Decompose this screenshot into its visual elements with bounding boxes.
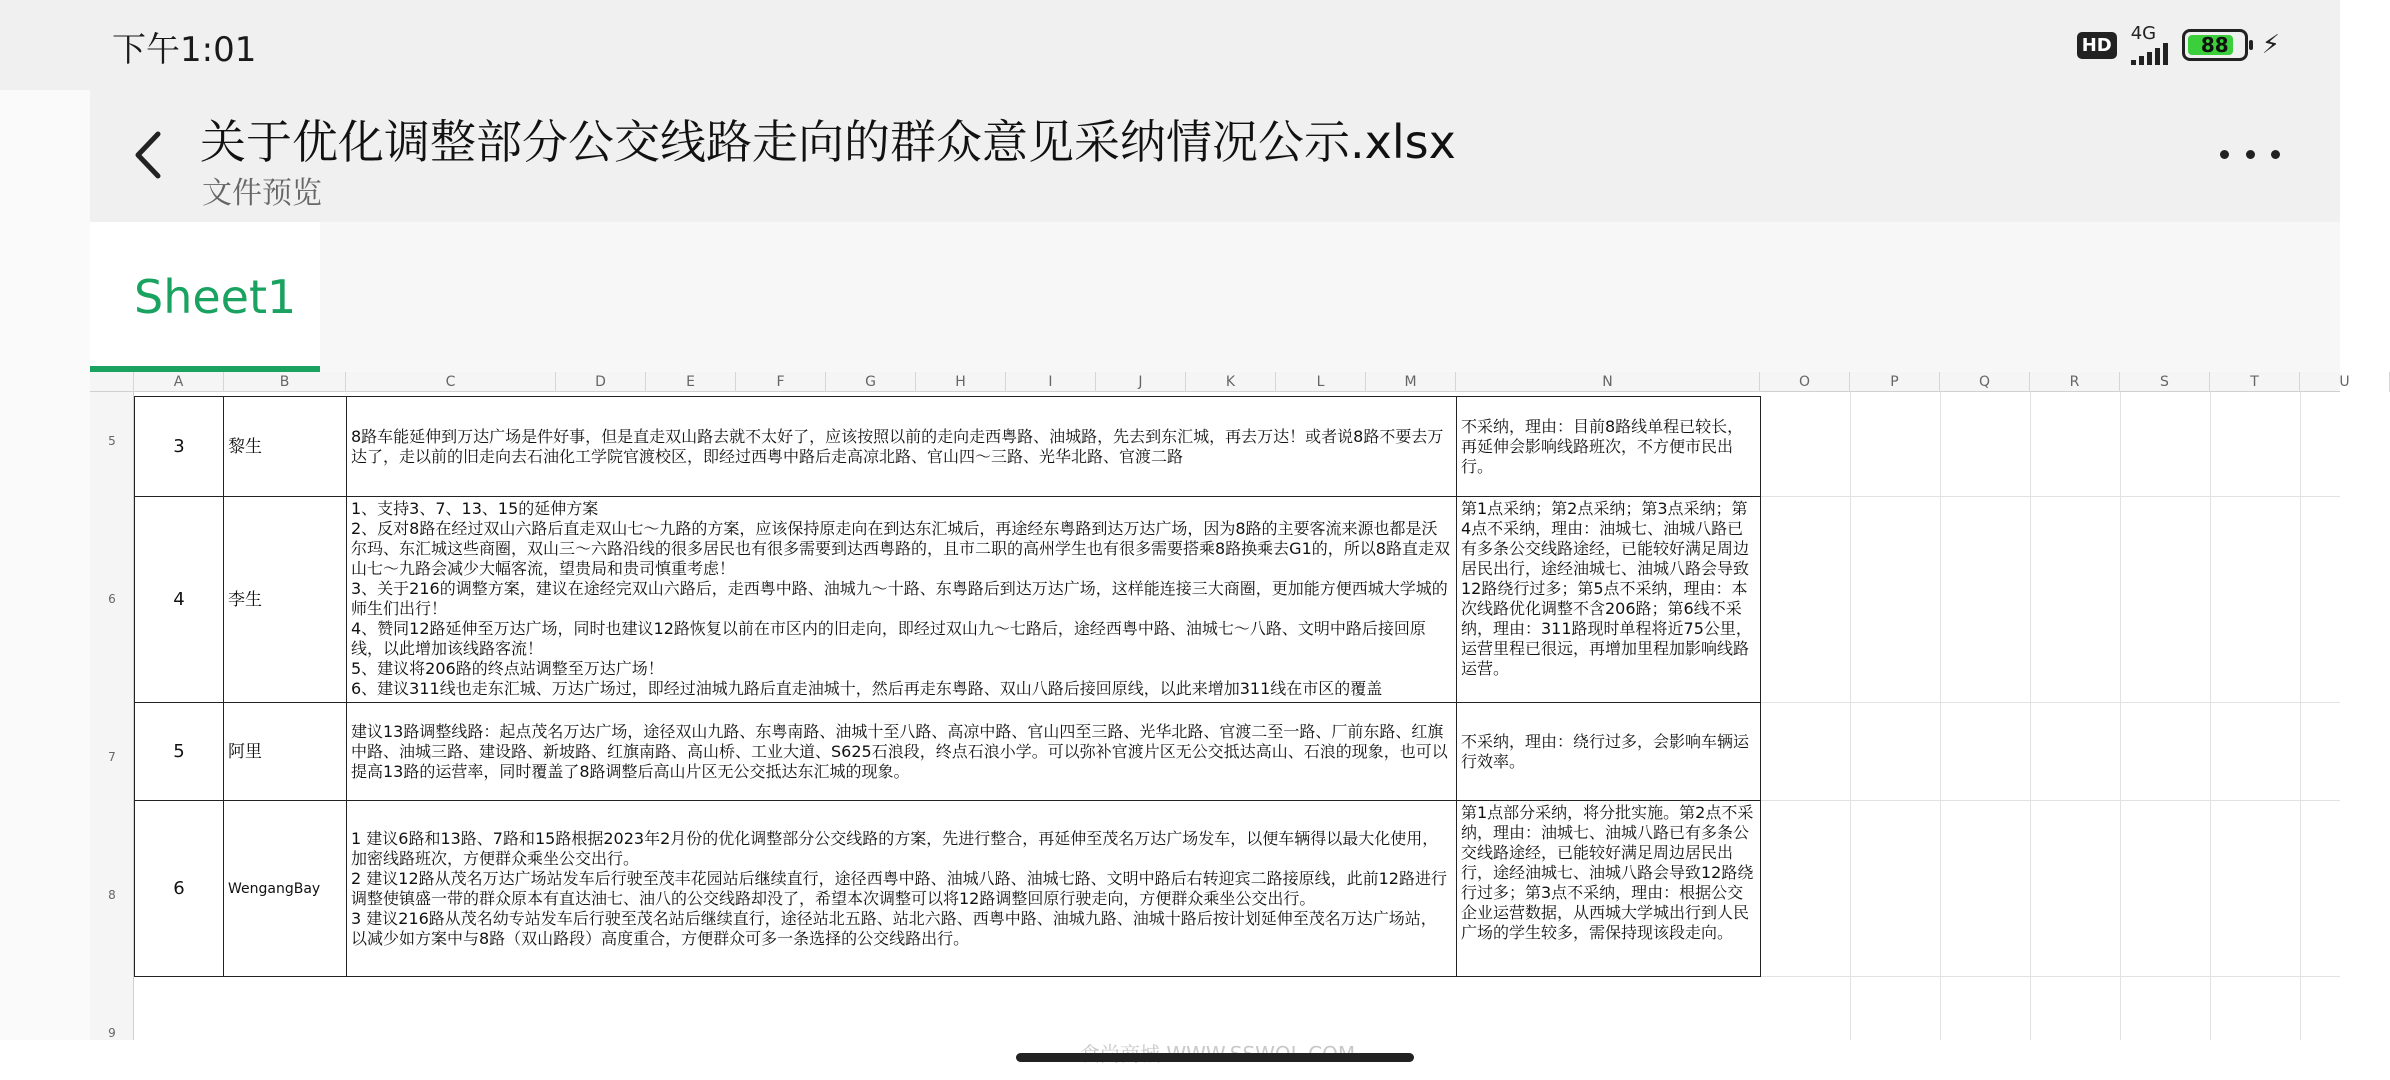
column-header[interactable]: E — [646, 372, 736, 392]
gridline — [2030, 392, 2031, 1040]
row-header[interactable]: 9 — [108, 1026, 116, 1040]
signal-bars-icon — [2131, 43, 2168, 65]
table-cell-response[interactable]: 不采纳，理由：目前8路线单程已较长，再延伸会影响线路班次，不方便市民出行。 — [1456, 396, 1761, 497]
cellular-signal-icon — [2131, 25, 2168, 65]
table-cell-name[interactable]: 黎生 — [223, 396, 347, 497]
column-header[interactable]: U — [2300, 372, 2390, 392]
table-cell-response[interactable]: 第1点采纳；第2点采纳；第3点采纳；第4点不采纳，理由：油城七、油城八路已有多条公交线路途经，已能较好满足周边居民出行，途经油城七、油城八路会导致12路绕行过多；第5点不采纳，理由：本次线路优化调整不含206路；第6线不采纳，理由：311路现时单程将近75公里，运营里程已很远，再增加里程加影响线路运营。 — [1456, 496, 1761, 703]
table-cell-index[interactable]: 5 — [134, 702, 224, 801]
title-bar — [90, 90, 2340, 222]
back-button[interactable] — [120, 120, 180, 190]
table-cell-index[interactable]: 6 — [134, 800, 224, 977]
more-icon-dot — [2246, 150, 2255, 159]
table-cell-name[interactable]: WengangBay — [223, 800, 347, 977]
column-header[interactable]: I — [1006, 372, 1096, 392]
table-cell-opinion[interactable]: 8路车能延伸到万达广场是件好事，但是直走双山路去就不太好了，应该按照以前的走向走西粤路、油城路，先去到东汇城，再去万达！或者说8路不要去万达了，走以前的旧走向去石油化工学院官渡校区，即经过西粤中路后走高凉北路、官山四～三路、光华北路、官渡二路 — [346, 396, 1457, 497]
column-header[interactable]: B — [224, 372, 346, 392]
row-header[interactable]: 7 — [108, 750, 116, 764]
row-header[interactable]: 6 — [108, 592, 116, 606]
corner-cell — [90, 372, 134, 392]
column-header[interactable]: O — [1760, 372, 1850, 392]
column-header[interactable]: K — [1186, 372, 1276, 392]
table-cell-opinion[interactable]: 建议13路调整线路：起点茂名万达广场，途径双山九路、东粤南路、油城十至八路、高凉中路、官山四至三路、光华北路、官渡二至一路、厂前东路、红旗中路、油城三路、建设路、新坡路、红旗南路、高山桥、工业大道、S625石浪段，终点石浪小学。可以弥补官渡片区无公交抵达高山、石浪的现象，也可以提高13路的运营率，同时覆盖了8路调整后高山片区无公交抵达东汇城的现象。 — [346, 702, 1457, 801]
status-time: 下午1:01 — [112, 30, 257, 70]
more-icon-dot — [2271, 150, 2280, 159]
column-header[interactable]: Q — [1940, 372, 2030, 392]
table-cell-name[interactable]: 阿里 — [223, 702, 347, 801]
more-button[interactable] — [2220, 144, 2280, 164]
column-header[interactable]: M — [1366, 372, 1456, 392]
tab-sheet1[interactable] — [90, 222, 320, 372]
table-cell-index[interactable]: 3 — [134, 396, 224, 497]
column-header[interactable]: H — [916, 372, 1006, 392]
more-icon-dot — [2220, 150, 2229, 159]
column-header[interactable]: J — [1096, 372, 1186, 392]
column-header[interactable]: C — [346, 372, 556, 392]
battery-percent: 88 — [2200, 33, 2229, 57]
row-header[interactable]: 8 — [108, 888, 116, 902]
file-subtitle: 文件预览 — [202, 176, 322, 211]
table-cell-name[interactable]: 李生 — [223, 496, 347, 703]
gridline — [1940, 392, 1941, 1040]
column-header[interactable]: D — [556, 372, 646, 392]
gridline — [2300, 392, 2301, 1040]
row-header-column — [90, 392, 134, 1040]
table-cell-opinion[interactable]: 1 建议6路和13路、7路和15路根据2023年2月份的优化调整部分公交线路的方案，先进行整合，再延伸至茂名万达广场发车，以便车辆得以最大化使用，加密线路班次，方便群众乘坐公交出行。 2 建议12路从茂名万达广场站发车后行驶至茂丰花园站后继续直行，途径西粤中路、油城八路、油城七路、文明中路后右转迎宾二路接原线，此前12路进行调整使镇盛一带的群众原本有直达油七、油八的公交线路却没了，希望本次调整可以将12路调整回原行驶走向，方便群众乘坐公交出行。 3 建议216路从茂名幼专站发车后行驶至茂名站后继续直行，途径站北五路、站北六路、西粤中路、油城九路、油城十路后按计划延伸至茂名万达广场站，以减少如方案中与8路（双山路段）高度重合，方便群众可多一条选择的公交线路出行。 — [346, 800, 1457, 977]
table-cell-index[interactable]: 4 — [134, 496, 224, 703]
table-cell-response[interactable]: 第1点部分采纳，将分批实施。第2点不采纳，理由：油城七、油城八路已有多条公交线路途经，已能较好满足周边居民出行，途经油城七、油城八路会导致12路绕行过多；第3点不采纳，理由：根据公交企业运营数据，从西城大学城出行到人民广场的学生较多，需保持现该段走向。 — [1456, 800, 1761, 977]
column-header[interactable]: P — [1850, 372, 1940, 392]
status-icons — [2077, 24, 2280, 66]
network-type-label: 4G — [2130, 23, 2157, 44]
column-header[interactable]: N — [1456, 372, 1760, 392]
status-bar — [0, 0, 2340, 90]
gridline — [1850, 392, 1851, 1040]
column-header[interactable]: T — [2210, 372, 2300, 392]
spreadsheet-grid[interactable] — [90, 372, 2350, 1040]
gridline — [2210, 392, 2211, 1040]
gesture-navigation-bar[interactable] — [1016, 1053, 1414, 1062]
tab-sheet1-label: Sheet1 — [134, 270, 297, 324]
column-header[interactable]: R — [2030, 372, 2120, 392]
column-header-row — [90, 372, 2350, 392]
column-header[interactable]: L — [1276, 372, 1366, 392]
left-edge-strip — [0, 90, 90, 1040]
battery-icon — [2182, 29, 2248, 61]
file-title: 关于优化调整部分公交线路走向的群众意见采纳情况公示.xlsx — [200, 115, 1456, 169]
hd-icon: HD — [2077, 32, 2117, 59]
sheet-tab-bar — [90, 222, 2340, 372]
column-header[interactable]: G — [826, 372, 916, 392]
row-header[interactable]: 5 — [108, 434, 116, 448]
column-header[interactable]: S — [2120, 372, 2210, 392]
table-cell-response[interactable]: 不采纳，理由：绕行过多，会影响车辆运行效率。 — [1456, 702, 1761, 801]
table-cell-opinion[interactable]: 1、支持3、7、13、15的延伸方案 2、反对8路在经过双山六路后直走双山七～九路的方案，应该保持原走向在到达东汇城后，再途经东粤路到达万达广场，因为8路的主要客流来源也都是沃尔玛、东汇城这些商圈，双山三～六路沿线的很多居民也有很多需要到达西粤路的，且市二职的高州学生也有很多需要搭乘8路换乘去G1的，所以8路直走双山七～九路会减少大幅客流，望贵局和贵司慎重考虑！ 3、关于216的调整方案，建议在途经完双山六路后，走西粤中路、油城九～十路、东粤路后到达万达广场，这样能连接三大商圈，更加能方便西城大学城的师生们出行！ 4、赞同12路延伸至万达广场，同时也建议12路恢复以前在市区内的旧走向，即经过双山九～七路后，途经西粤中路、油城七～八路、文明中路后接回原线，以此增加该线路客流！ 5、建议将206路的终点站调整至万达广场！ 6、建议311线也走东汇城、万达广场过，即经过油城九路后直走油城十，然后再走东粤路、双山八路后接回原线，以此来增加311线在市区的覆盖 — [346, 496, 1457, 703]
gridline — [2120, 392, 2121, 1040]
chevron-left-icon — [120, 120, 180, 190]
column-header[interactable]: F — [736, 372, 826, 392]
charging-bolt-icon: ⚡ — [2261, 30, 2280, 60]
column-header[interactable]: A — [134, 372, 224, 392]
